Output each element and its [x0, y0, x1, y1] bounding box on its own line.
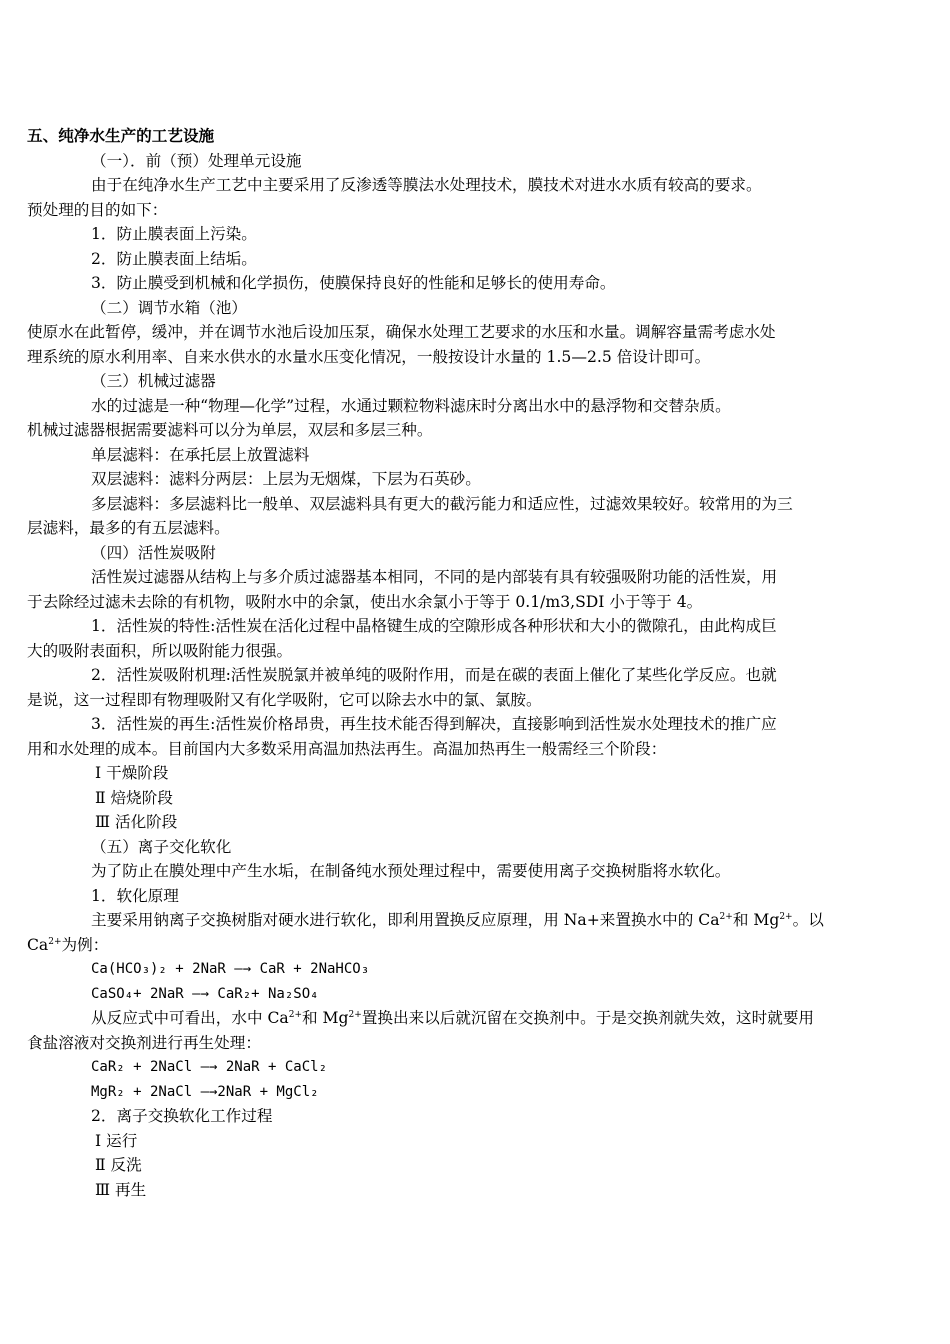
paragraph-line: 是说，这一过程即有物理吸附又有化学吸附，它可以除去水中的氯、氯胺。: [27, 690, 542, 709]
heading-pretreatment: （一）．前（预）处理单元设施: [91, 151, 302, 170]
list-item: Ⅲ 活化阶段: [95, 813, 178, 831]
superscript: 2+: [348, 1009, 362, 1020]
superscript: 2+: [719, 911, 733, 922]
paragraph-line: 活性炭过滤器从结构上与多介质过滤器基本相同，不同的是内部装有具有较强吸附功能的活性炭，用: [91, 568, 778, 586]
list-item: Ⅲ 再生: [95, 1180, 147, 1199]
paragraph-line: 机械过滤器根据需要滤料可以分为单层，双层和多层三种。: [27, 421, 433, 439]
list-item: 3．防止膜受到机械和化学损伤，使膜保持良好的性能和足够长的使用寿命。: [91, 274, 616, 292]
paragraph-line: 使原水在此暂停，缓冲，并在调节水池后设加压泵，确保水处理工艺要求的水压和水量。调解容量需考虑水处: [27, 323, 776, 341]
heading-regulating-tank: （二）调节水箱（池）: [91, 298, 247, 317]
paragraph-line: 用和水处理的成本。目前国内大多数采用高温加热法再生。高温加热再生一般需经三个阶段：: [27, 739, 667, 758]
paragraph-line: 3．活性炭的再生:活性炭价格昂贵，再生技术能否得到解决，直接影响到活性炭水处理技术的推广应: [91, 715, 777, 733]
text-run: 和 Mg: [302, 1009, 349, 1027]
list-item: Ⅱ 焙烧阶段: [95, 788, 173, 807]
paragraph-line: 于去除经过滤未去除的有机物，吸附水中的余氯，使出水余氯小于等于 0.1/m3,SDI 小于等于 4。: [27, 592, 703, 611]
paragraph-line: 食盐溶液对交换剂进行再生处理：: [27, 1033, 261, 1052]
superscript: 2+: [48, 936, 62, 947]
chemical-equation: MgR₂ + 2NaCl —→2NaR + MgCl₂: [91, 1083, 319, 1100]
paragraph-line: 水的过滤是一种“物理—化学”过程，水通过颗粒物料滤床时分离出水中的悬浮物和交替杂质。: [91, 396, 731, 415]
text-run: 置换出来以后就沉留在交换剂中。于是交换剂就失效，这时就要用: [361, 1009, 815, 1027]
paragraph-line: 2．活性炭吸附机理:活性炭脱氯并被单纯的吸附作用，而是在碳的表面上催化了某些化学反应。也就: [91, 666, 777, 684]
chemical-equation: CaSO₄+ 2NaR —→ CaR₂+ Na₂SO₄: [91, 985, 319, 1002]
text-run: Ca: [27, 935, 49, 954]
list-item: Ⅱ 反洗: [95, 1156, 142, 1174]
superscript: 2+: [288, 1009, 302, 1020]
chemical-equation: CaR₂ + 2NaCl —→ 2NaR + CaCl₂: [91, 1059, 328, 1075]
paragraph-line: 多层滤料：多层滤料比一般单、双层滤料具有更大的截污能力和适应性，过滤效果较好。较常用的为三: [91, 494, 793, 513]
list-item: Ⅰ 运行: [95, 1131, 138, 1150]
document-page: [27, 124, 925, 1202]
text-run: 从反应式中可看出，水中 Ca: [91, 1009, 289, 1027]
paragraph-line: 为了防止在膜处理中产生水垢，在制备纯水预处理过程中，需要使用离子交换树脂将水软化。: [91, 862, 731, 880]
section-title: 五、纯净水生产的工艺设施: [27, 127, 215, 145]
paragraph-line: [27, 933, 925, 958]
paragraph-line: 单层滤料：在承托层上放置滤料: [91, 445, 310, 464]
paragraph-line: [27, 908, 925, 933]
text-run: 主要采用钠离子交换树脂对硬水进行软化，即利用置换反应原理，用 Na+来置换水中的 Ca: [91, 911, 720, 929]
list-item: 1．防止膜表面上污染。: [91, 225, 257, 243]
text-run: 为例：: [61, 935, 109, 954]
paragraph-line: 由于在纯净水生产工艺中主要采用了反渗透等膜法水处理技术，膜技术对进水水质有较高的要求。: [91, 176, 762, 194]
subheading: 2．离子交换软化工作过程: [91, 1107, 273, 1125]
paragraph-line: 预处理的目的如下：: [27, 200, 168, 219]
heading-ion-exchange: （五）离子交化软化: [91, 837, 232, 856]
paragraph-line: 层滤料，最多的有五层滤料。: [27, 519, 230, 537]
paragraph-line: 理系统的原水利用率、自来水供水的水量水压变化情况，一般按设计水量的 1.5—2.5 倍设计即可。: [27, 347, 711, 366]
heading-mechanical-filter: （三）机械过滤器: [91, 372, 216, 390]
superscript: 2+: [779, 911, 793, 922]
paragraph-line: 1．活性炭的特性:活性炭在活化过程中晶格键生成的空隙形成各种形状和大小的微隙孔，由此构成巨: [91, 617, 777, 635]
heading-activated-carbon: （四）活性炭吸附: [91, 543, 216, 562]
list-item: 2．防止膜表面上结垢。: [91, 249, 257, 268]
text-run: 和 Mg: [732, 911, 780, 929]
subheading: 1．软化原理: [91, 886, 179, 905]
paragraph-line: [27, 1006, 925, 1031]
paragraph-line: 双层滤料：滤料分两层：上层为无烟煤，下层为石英砂。: [91, 470, 481, 488]
text-run: 。以: [792, 911, 824, 929]
chemical-equation: Ca(HCO₃)₂ + 2NaR —→ CaR + 2NaHCO₃: [91, 961, 370, 977]
list-item: Ⅰ 干燥阶段: [95, 764, 169, 782]
paragraph-line: 大的吸附表面积，所以吸附能力很强。: [27, 641, 293, 660]
